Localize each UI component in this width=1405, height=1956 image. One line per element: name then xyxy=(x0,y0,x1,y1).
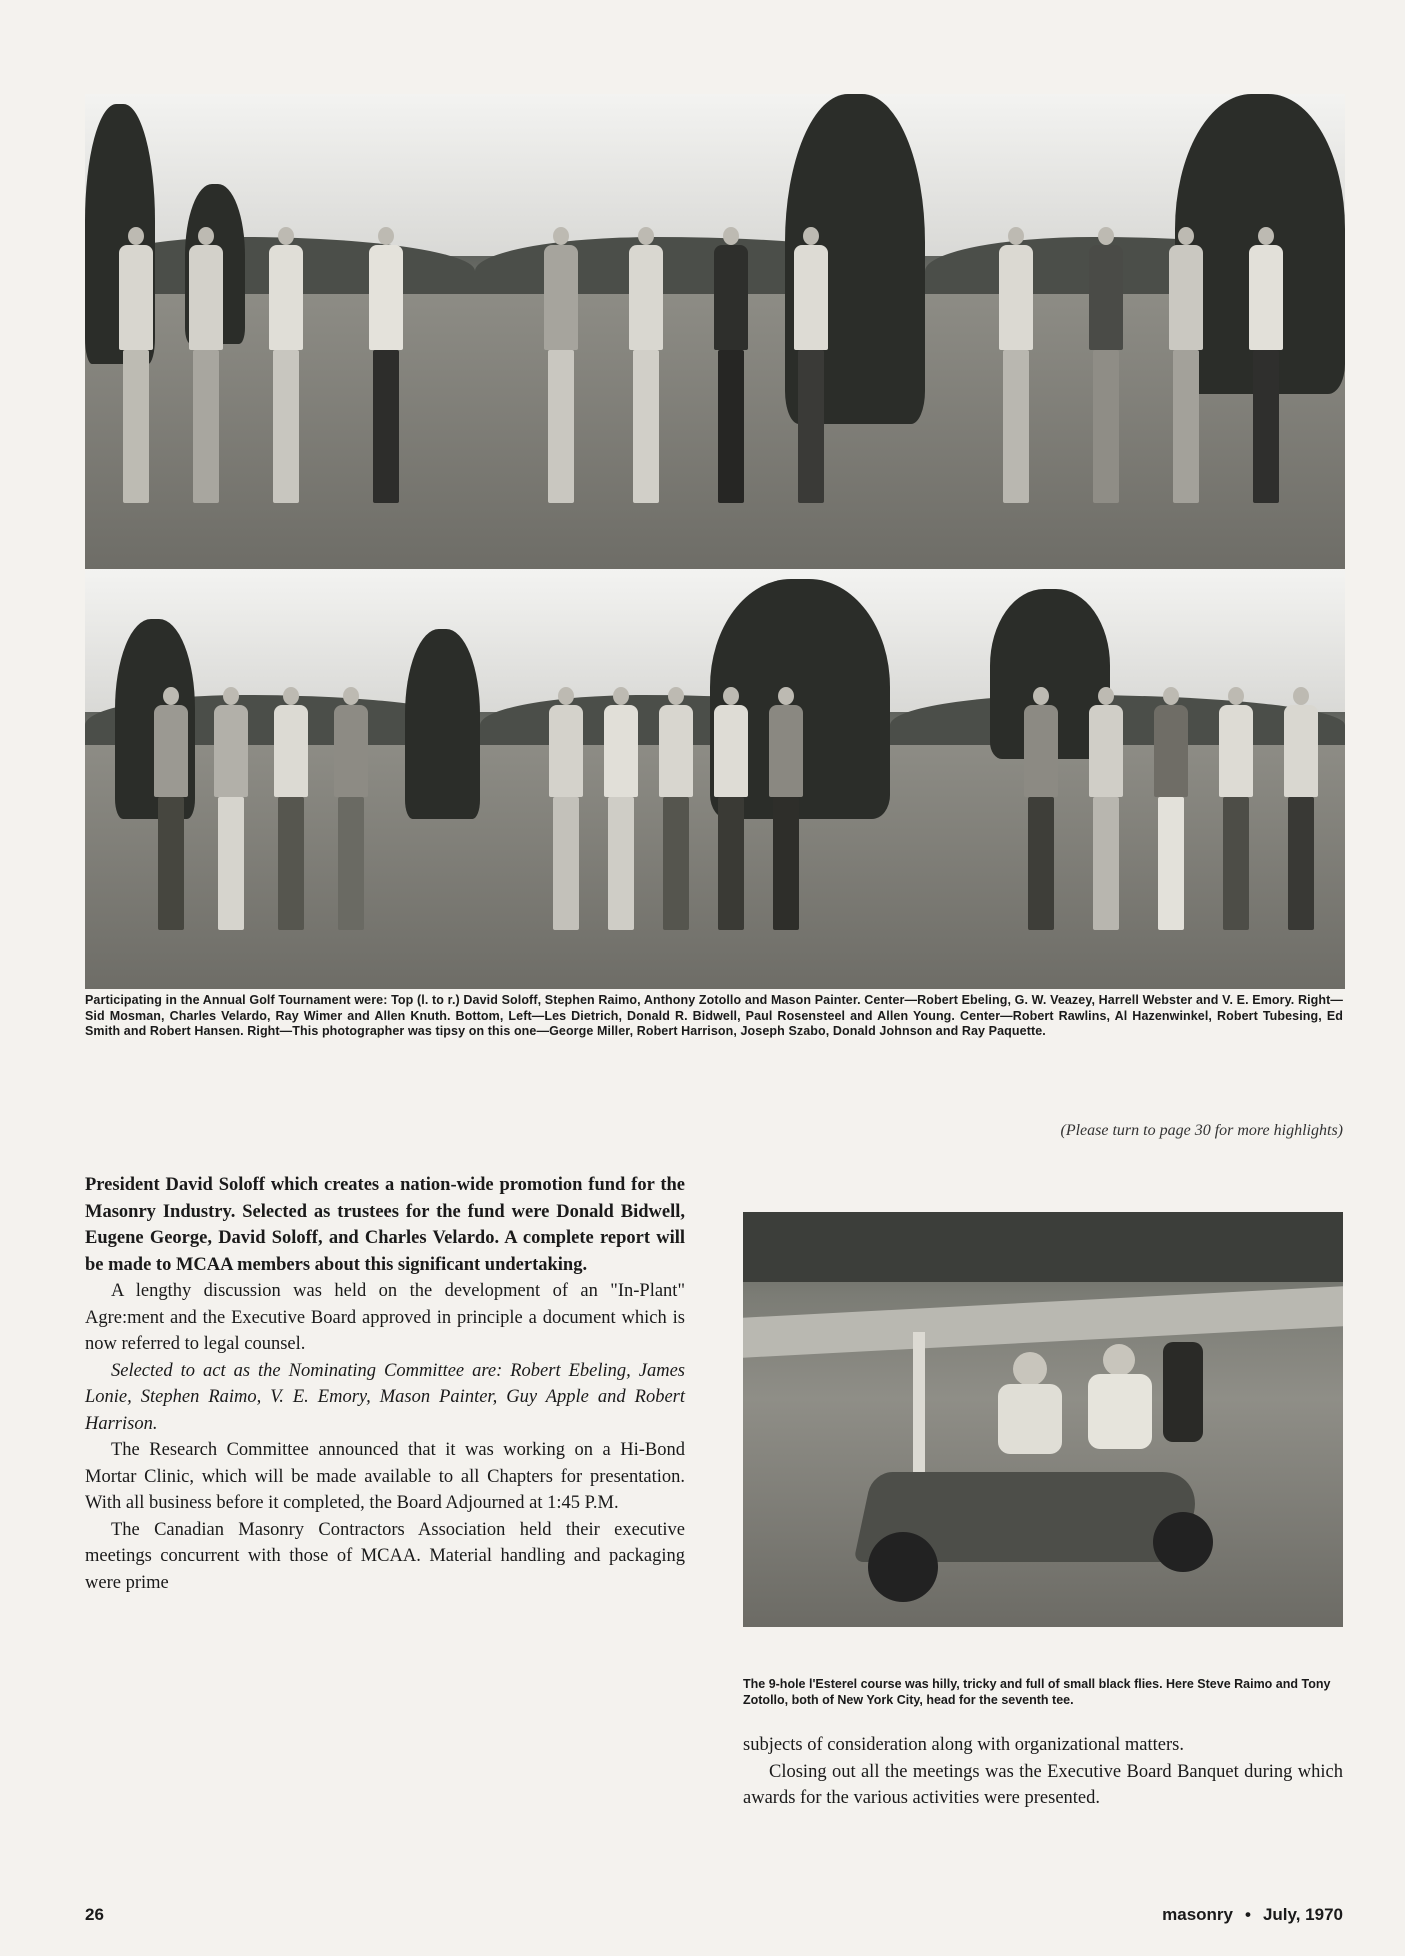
paragraph-in-plant: A lengthy discussion was held on the development of an "In-Plant" Agre:ment and the Executive Board approved in principle a document which is now referred to legal counsel. xyxy=(85,1281,685,1354)
page-number: 26 xyxy=(85,1905,104,1924)
photo-top-center xyxy=(475,94,925,569)
publication-name: masonry xyxy=(1162,1905,1234,1924)
right-column xyxy=(743,1732,1343,1812)
photo-top-right xyxy=(925,94,1345,569)
footer-separator: • xyxy=(1245,1905,1251,1924)
continue-note: (Please turn to page 30 for more highlights) xyxy=(1060,1122,1343,1139)
paragraph-nominating: Selected to act as the Nominating Committee are: Robert Ebeling, James Lonie, Stephen Raimo, V. E. Emory, Mason Painter, Guy Apple and Robert Harrison. xyxy=(85,1360,685,1434)
paragraph-canadian: The Canadian Masonry Contractors Association held their executive meetings concurrent with those of MCAA. Material handling and packaging were prime xyxy=(85,1519,685,1593)
lead-paragraph: President David Soloff which creates a nation-wide promotion fund for the Masonry Industry. Selected as trustees for the fund were Donald Bidwell, Eugene George, David Soloff, and Charles Velardo. A complete report will be made to MCAA members about this significant undertaking. xyxy=(85,1175,685,1275)
golf-cart-photo xyxy=(743,1212,1343,1627)
photo-top-left xyxy=(85,94,475,569)
paragraph-banquet: Closing out all the meetings was the Executive Board Banquet during which awards for the various activities were presented. xyxy=(743,1761,1343,1808)
paragraph-research: The Research Committee announced that it was working on a Hi-Bond Mortar Clinic, which will be made available to all Chapters for presentation. With all business before it completed, the Board Adjourned at 1:45 P.M. xyxy=(85,1440,685,1513)
left-column xyxy=(85,1172,685,1596)
photo-grid-caption: Participating in the Annual Golf Tournament were: Top (l. to r.) David Soloff, Stephen Raimo, Anthony Zotollo and Mason Painter. Center—Robert Ebeling, G. W. Veazey, Harrell Webster and V. E. Emory. Right—Sid Mosman, Charles Velardo, Ray Wimer and Allen Knuth. Bottom, Left—Les Dietrich, Donald R. Bidwell, Paul Rosensteel and Allen Young. Center—Robert Rawlins, Al Hazenwinkel, Robert Tubesing, Ed Smith and Robert Hansen. Right—This photographer was tipsy on this one—George Miller, Robert Harrison, Joseph Szabo, Donald Johnson and Ray Paquette. xyxy=(85,993,1343,1038)
issue-date: July, 1970 xyxy=(1262,1905,1343,1924)
publication-footer xyxy=(1162,1905,1343,1925)
cart-photo-caption: The 9-hole l'Esterel course was hilly, tricky and full of small black flies. Here Steve Raimo and Tony Zotollo, both of New York City, head for the seventh tee. xyxy=(743,1677,1331,1707)
paragraph-subjects: subjects of consideration along with organizational matters. xyxy=(743,1735,1184,1755)
photo-bottom-right xyxy=(890,569,1345,989)
photo-bottom-left xyxy=(85,569,480,989)
photo-bottom-center xyxy=(480,569,890,989)
